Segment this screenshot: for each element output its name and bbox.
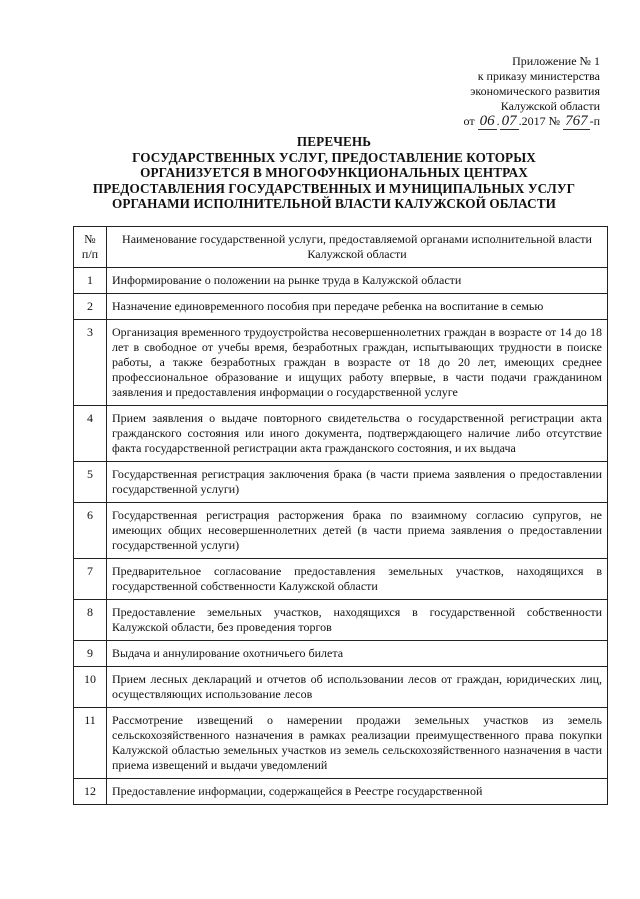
row-service-name: Прием лесных деклараций и отчетов об использовании лесов от граждан, юридических лиц, осуществляющих использование лесов xyxy=(107,667,608,708)
order-number: 767 xyxy=(565,113,588,129)
table-row xyxy=(74,779,608,805)
row-number: 6 xyxy=(74,503,107,559)
date-prefix: от xyxy=(463,114,475,128)
row-service-name: Государственная регистрация заключения брака (в части приема заявления о предоставлении государственной услуги) xyxy=(107,462,608,503)
row-service-name: Государственная регистрация расторжения брака по взаимному согласию супругов, не имеющих общих несовершеннолетних детей (в части приема заявления о предоставлении государственной услуги) xyxy=(107,503,608,559)
table-row xyxy=(74,294,608,320)
row-service-name: Прием заявления о выдаче повторного свидетельства о государственной регистрации акта гражданского состояния или иного документа, подтверждающего наличие либо отсутствие факта государственной регистрации акта гражданского состояния, и их выдача xyxy=(107,406,608,462)
row-service-name: Рассмотрение извещений о намерении продажи земельных участков из земель сельскохозяйственного назначения в рамках реализации преимущественного права покупки Калужской областью земельных участков из земель сельскохозяйственного назначения в части приема извещений и выдачи уведомлений xyxy=(107,708,608,779)
title-line: ГОСУДАРСТВЕННЫХ УСЛУГ, ПРЕДОСТАВЛЕНИЕ КОТОРЫХ xyxy=(132,149,536,165)
title-line: ОРГАНАМИ ИСПОЛНИТЕЛЬНОЙ ВЛАСТИ КАЛУЖСКОЙ ОБЛАСТИ xyxy=(111,196,557,211)
date-month: 07 xyxy=(501,113,517,129)
table-row xyxy=(74,462,608,503)
row-number: 4 xyxy=(74,406,107,462)
row-number: 3 xyxy=(74,320,107,406)
row-number: 7 xyxy=(74,559,107,600)
row-number: 10 xyxy=(74,667,107,708)
row-service-name: Информирование о положении на рынке труда в Калужской области xyxy=(107,268,608,294)
services-table xyxy=(73,226,608,805)
table-row xyxy=(74,708,608,779)
row-number: 1 xyxy=(74,268,107,294)
row-number: 2 xyxy=(74,294,107,320)
table-row xyxy=(74,268,608,294)
document-title xyxy=(60,134,608,212)
table-row xyxy=(74,406,608,462)
header-number: № п/п xyxy=(74,227,107,268)
table-row xyxy=(74,600,608,641)
row-service-name: Предварительное согласование предоставления земельных участков, находящихся в государственной собственности Калужской области xyxy=(107,559,608,600)
table-row xyxy=(74,559,608,600)
date-day: 06 xyxy=(479,113,495,129)
table-header-row xyxy=(74,227,608,268)
row-number: 11 xyxy=(74,708,107,779)
table-row xyxy=(74,667,608,708)
order-date-line: от 06 . 07 .2017 № 767 -п xyxy=(463,113,600,129)
header-service-name: Наименование государственной услуги, предоставляемой органами исполнительной власти Калужской области xyxy=(107,227,608,268)
row-service-name: Предоставление земельных участков, находящихся в государственной собственности Калужской области, без проведения торгов xyxy=(107,600,608,641)
date-year: .2017 № xyxy=(518,114,561,128)
row-service-name: Назначение единовременного пособия при передаче ребенка на воспитание в семью xyxy=(107,294,608,320)
row-number: 9 xyxy=(74,641,107,667)
table-row xyxy=(74,641,608,667)
appendix-line: к приказу министерства xyxy=(477,69,600,83)
row-service-name: Выдача и аннулирование охотничьего билета xyxy=(107,641,608,667)
appendix-header xyxy=(360,54,600,129)
table-row xyxy=(74,503,608,559)
title-line: ПРЕДОСТАВЛЕНИЯ ГОСУДАРСТВЕННЫХ И МУНИЦИПАЛЬНЫХ УСЛУГ xyxy=(92,180,576,196)
row-service-name: Организация временного трудоустройства несовершеннолетних граждан в возрасте от 14 до 18 лет в свободное от учебы время, безработных граждан, испытывающих трудности в поиске работы, а также безработных граждан в возрасте от 18 до 20 лет, имеющих среднее профессиональное образование и ищущих работу впервые, в части подачи гражданином заявления и предоставления информации о государственной услуге xyxy=(107,320,608,406)
appendix-line: Приложение № 1 xyxy=(512,54,600,68)
row-service-name: Предоставление информации, содержащейся в Реестре государственной xyxy=(107,779,608,805)
appendix-line: Калужской области xyxy=(500,99,600,113)
row-number: 12 xyxy=(74,779,107,805)
appendix-line: экономического развития xyxy=(470,84,600,98)
row-number: 5 xyxy=(74,462,107,503)
order-suffix: -п xyxy=(589,114,600,128)
table-row xyxy=(74,320,608,406)
title-line: ОРГАНИЗУЕТСЯ В МНОГОФУНКЦИОНАЛЬНЫХ ЦЕНТРАХ xyxy=(140,165,528,180)
title-line: ПЕРЕЧЕНЬ xyxy=(296,134,372,149)
row-number: 8 xyxy=(74,600,107,641)
